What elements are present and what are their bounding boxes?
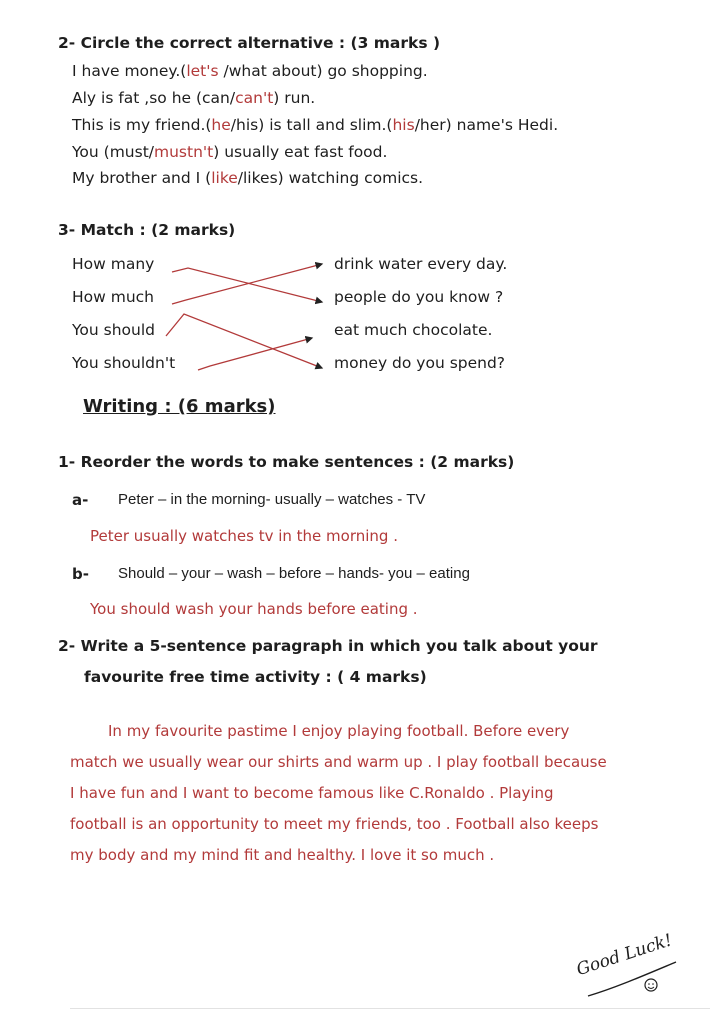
item-a-answer: Peter usually watches tv in the morning . [90,527,398,545]
sentence-text: ) usually eat fast food. [213,143,388,161]
sentence-text: /what about) go shopping. [218,62,428,80]
paragraph-line-1: In my favourite pastime I enjoy playing football. Before every [108,722,570,740]
sentence-text: This is my friend.( [72,116,212,134]
writing-heading: Writing : (6 marks) [83,396,276,417]
item-b-letter: b- [72,565,89,583]
sentence-text: /likes) watching comics. [237,169,424,187]
match-left-3: You should [72,321,155,339]
match-right-2: people do you know ? [334,288,504,306]
chosen-answer: mustn't [154,143,214,161]
match-left-4: You shouldn't [72,354,176,372]
paragraph-line-2: match we usually wear our shirts and warm up . I play football because [70,753,607,771]
sentence-text: Aly is fat ,so he (can/ [72,89,236,107]
paragraph-heading-2: favourite free time activity : ( 4 marks) [84,668,427,686]
item-b-words: Should – your – wash – before – hands- you – eating [118,565,470,582]
sentence-text: You (must/ [72,143,154,161]
chosen-answer: let's [186,62,219,80]
paragraph-heading-1: 2- Write a 5-sentence paragraph in which you talk about your [58,637,598,655]
match-right-3: eat much chocolate. [334,321,493,339]
match-left-1: How many [72,255,155,273]
sentence-text: ) run. [273,89,316,107]
item-b-answer: You should wash your hands before eating . [90,600,418,618]
match-heading: 3- Match : (2 marks) [58,221,236,239]
svg-text:Good Luck!: Good Luck! [574,930,675,981]
paragraph-line-4: football is an opportunity to meet my friends, too . Football also keeps [70,815,599,833]
item-a-words: Peter – in the morning- usually – watches - TV [118,491,426,508]
paragraph-line-3: I have fun and I want to become famous like C.Ronaldo . Playing [70,784,554,802]
sentence-text: My brother and I ( [72,169,212,187]
chosen-answer: his [392,116,415,134]
match-right-1: drink water every day. [334,255,508,273]
chosen-answer: like [211,169,238,187]
reorder-heading: 1- Reorder the words to make sentences : (2 marks) [58,453,515,471]
match-right-4: money do you spend? [334,354,506,372]
chosen-answer: can't [235,89,274,107]
paragraph-line-5: my body and my mind fit and healthy. I love it so much . [70,846,495,864]
sentence-text: /her) name's Hedi. [414,116,559,134]
sentence-text: I have money.( [72,62,187,80]
smiley-icon [645,979,657,991]
circle-heading: 2- Circle the correct alternative : (3 marks ) [58,34,441,52]
sentence-text: /his) is tall and slim.( [230,116,393,134]
match-left-2: How much [72,288,155,306]
item-a-letter: a- [72,491,89,509]
chosen-answer: he [211,116,231,134]
bottom-divider [70,1008,710,1009]
